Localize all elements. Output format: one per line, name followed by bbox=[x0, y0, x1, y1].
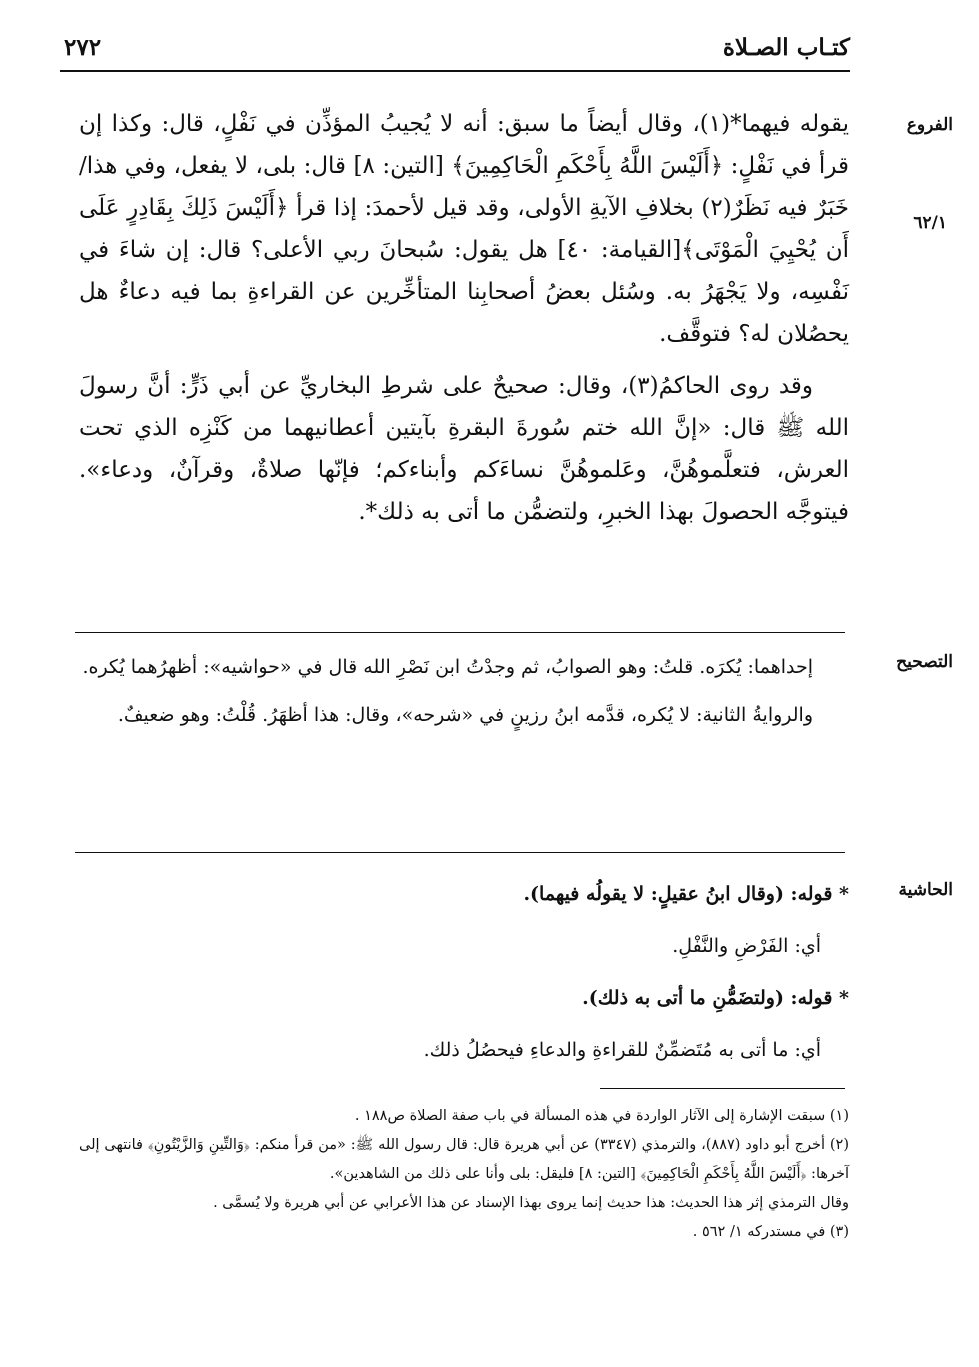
running-title: كتـاب الصـلاة bbox=[722, 34, 850, 61]
section-divider-1 bbox=[75, 632, 845, 633]
tashih-paragraph-1: إحداهما: يُكرَه. قلتُ: وهو الصوابُ، ثم وجدْتُ ابن نَصْرِ الله قال في «حواشيه»: أظهرُهما يُكره. bbox=[82, 656, 813, 678]
header-rule bbox=[60, 70, 850, 72]
page-number: ٢٧٢ bbox=[64, 34, 102, 61]
main-text bbox=[79, 103, 849, 533]
hashiya-comment-1: أي: الفَرْضِ والنَّفْلِ. bbox=[672, 935, 821, 957]
hashiya-quote-1: * قوله: (وقال ابنُ عقيلٍ: لا يقولُه فيهما). bbox=[523, 883, 849, 905]
footnote-3: (٣) في مستدركه ١/ ٥٦٢ . bbox=[692, 1224, 849, 1240]
footnote-divider bbox=[600, 1088, 845, 1089]
section-label-hashiya: الحاشية bbox=[898, 880, 953, 900]
section-label-furu: الفروع bbox=[906, 115, 953, 135]
margin-reference: ٦٢/١ bbox=[913, 213, 947, 233]
footnote-1: (١) سبقت الإشارة إلى الآثار الواردة في هذه المسألة في باب صفة الصلاة ص١٨٨ . bbox=[354, 1108, 849, 1124]
footnote-2-continued: وقال الترمذي إثر هذا الحديث: هذا حديث إنما يروى بهذا الإسناد عن هذا الأعرابي عن أبي هريرة ولا يُسمَّى . bbox=[213, 1195, 849, 1211]
main-paragraph-2: وقد روى الحاكمُ(٣)، وقال: صحيحٌ على شرطِ البخاريِّ عن أبي ذَرٍّ: أنَّ رسولَ الله ﷺ قال: «إنَّ الله ختم سُورةَ البقرةِ بآيتين أعطانيهما من كَنْزِه الذي تحت العرش، فتعلَّموهُنَّ، وعَلموهُنَّ نساءَكم وأبناءكم؛ فإنّها صلاةٌ، وقرآنٌ، ودعاء». فيتوجَّه الحصولَ بهذا الخبرِ، ولتضمُّن ما أتى به ذلك*. bbox=[79, 373, 849, 525]
footnotes bbox=[79, 1102, 849, 1247]
footnote-2: (٢) أخرج أبو داود (٨٨٧)، والترمذي (٣٣٤٧) عن أبي هريرة قال: قال رسول الله ﷺ: «من قرأ منكم: ﴿وَالتِّينِ وَالزَّيْتُونِ﴾ فانتهى إلى آخرها: ﴿أَلَيْسَ اللَّهُ بِأَحْكَمِ الْحَاكِمِينَ﴾ [التين: ٨] فليقل: بلى وأنا على ذلك من الشاهدين». bbox=[79, 1137, 849, 1182]
section-divider-2 bbox=[75, 852, 845, 853]
hashiya-comment-2: أي: ما أتى به مُتَضمِّنٌ للقراءةِ والدعاءِ فيحصُلُ ذلك. bbox=[423, 1039, 821, 1061]
hashiya-text bbox=[79, 875, 849, 1083]
main-paragraph-1: يقوله فيهما*(١)، وقال أيضاً ما سبق: أنه لا يُجيبُ المؤذِّن في نَفْلٍ، قال: وكذا إن قرأ في نَفْلٍ: ﴿أَلَيْسَ اللَّهُ بِأَحْكَمِ الْحَاكِمِينَ﴾ [التين: ٨] قال: بلى، لا يفعل، وفي هذا/ خَبَرٌ فيه نَظَرٌ(٢) بخلافِ الآيةِ الأولى، وقد قيل لأحمدَ: إذا قرأ ﴿أَلَيْسَ ذَلِكَ بِقَادِرٍ عَلَى أَن يُحْيِيَ الْمَوْتَى﴾[القيامة: ٤٠] هل يقول: سُبحانَ ربي الأعلى؟ قال: إن شاءَ في نَفْسِه، ولا يَجْهَرُ به. وسُئل بعضُ أصحابِنا المتأخِّرين عن القراءةِ بما فيه دعاءٌ هل يحصُلان له؟ فتوقَّف. bbox=[79, 111, 850, 347]
tashih-text bbox=[79, 648, 849, 734]
tashih-paragraph-2: والروايةُ الثانية: لا يُكره، قدَّمه ابنُ رزينٍ في «شرحه»، وقال: هذا أظهَرُ. قُلْتُ: وهو ضعيفٌ. bbox=[117, 704, 813, 726]
page-header bbox=[60, 30, 850, 72]
section-label-tashih: التصحيح bbox=[896, 652, 953, 672]
hashiya-quote-2: * قوله: (ولتضَمُّنِ ما أتى به ذلك). bbox=[582, 987, 849, 1009]
